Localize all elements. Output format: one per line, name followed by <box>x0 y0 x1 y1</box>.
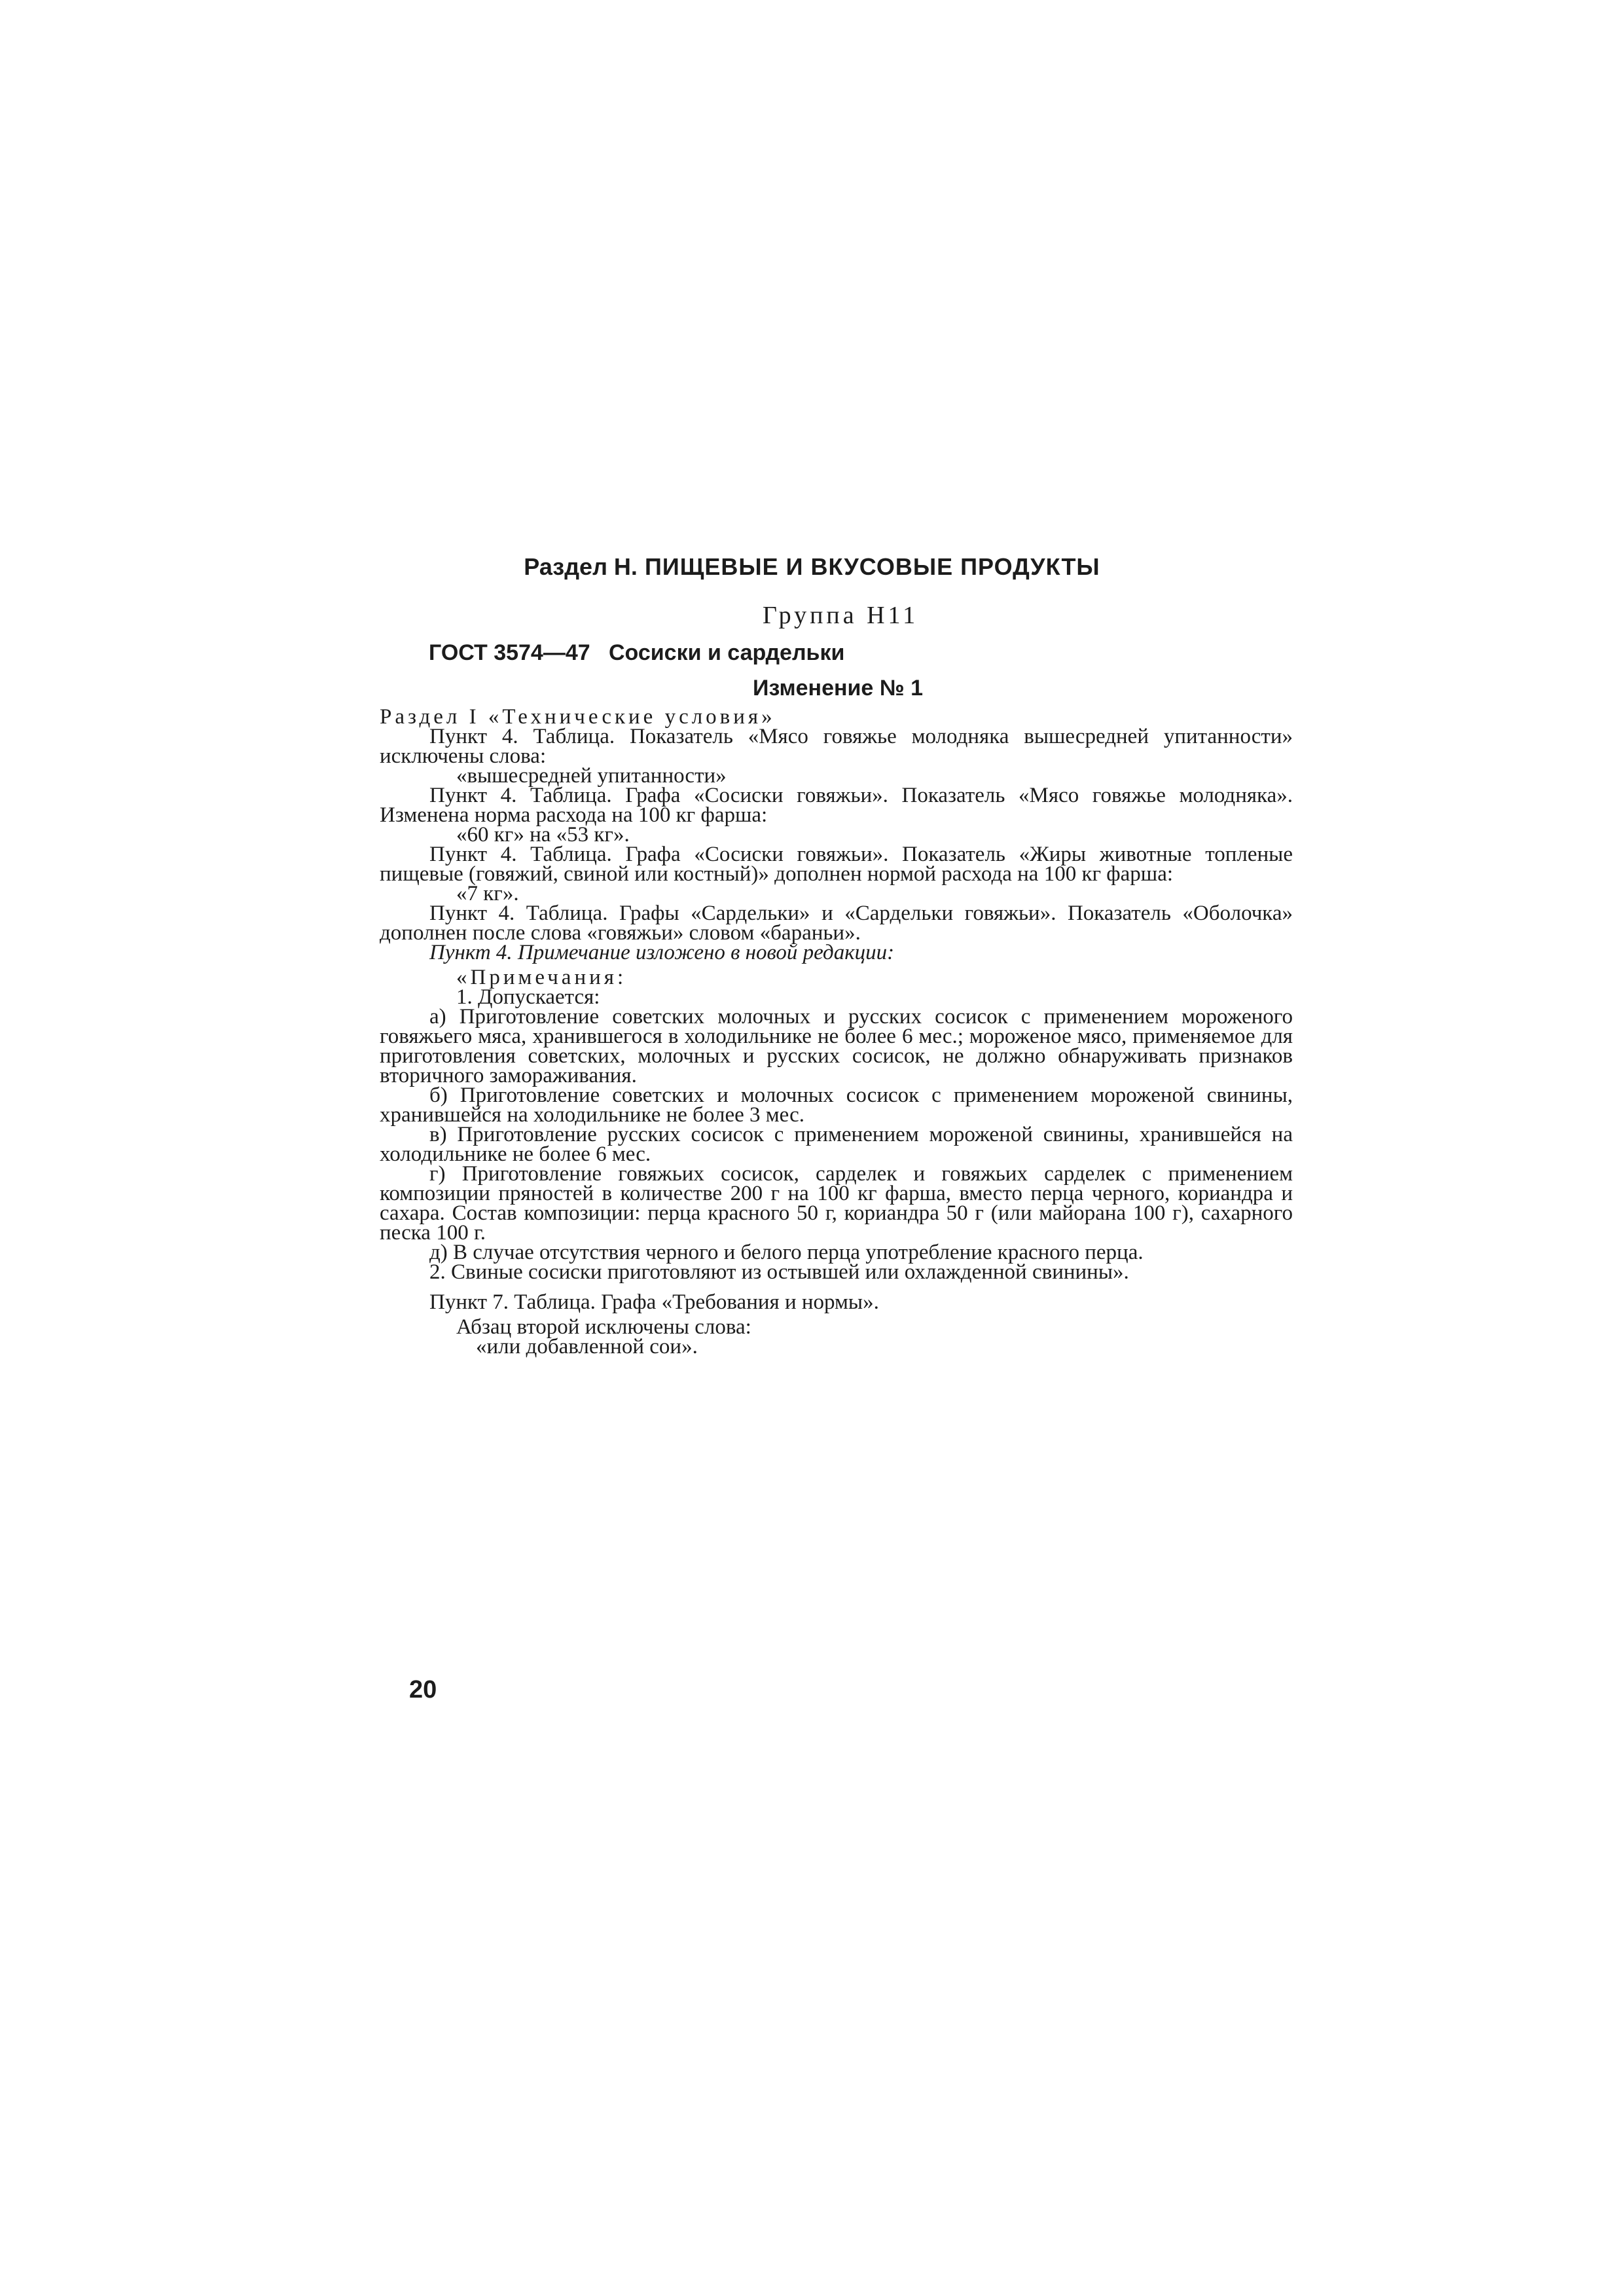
paragraph: Пункт 4. Примечание изложено в новой редакции: <box>429 941 895 964</box>
quoted-text: «вышесредней упитанности» <box>456 764 727 788</box>
quoted-text: «7 кг». <box>456 882 519 905</box>
quoted-text: «60 кг» на «53 кг». <box>456 823 630 847</box>
section-heading <box>0 553 1624 581</box>
note-item: б) Приготовление советских и молочных сосисок с применением мороженой свинины, хранившейся на холодильнике не более 3 мес. <box>380 1084 1293 1127</box>
paragraph: Пункт 4. Таблица. Показатель «Мясо говяжье молодняка вышесредней упитанности» исключены слова: <box>380 725 1293 768</box>
note-item: а) Приготовление советских молочных и русских сосисок с применением мороженого говяжьего мяса, хранившегося в холодильнике не более 6 мес.; мороженое мясо, применяемое для приготовления советских, молочных и русских сосисок, не должно обнаруживать признаков вторичного замораживания. <box>380 1005 1293 1087</box>
section-reference: Раздел I «Технические условия» <box>380 705 776 729</box>
paragraph: Пункт 4. Таблица. Графа «Сосиски говяжьи». Показатель «Жиры животные топленые пищевые (говяжий, свиной или костный)» дополнен нормой расхода на 100 кг фарша: <box>380 843 1293 886</box>
paragraph: Пункт 7. Таблица. Графа «Требования и нормы». <box>429 1290 879 1314</box>
note-item: 1. Допускается: <box>456 985 600 1009</box>
standard-code: ГОСТ 3574—47 <box>429 640 590 665</box>
document-body <box>380 707 1293 1357</box>
note-item: 2. Свиные сосиски приготовляют из остывшей или охлажденной свинины». <box>429 1260 1129 1284</box>
paragraph: Пункт 4. Таблица. Графа «Сосиски говяжьи». Показатель «Мясо говяжье молодняка». Изменена норма расхода на 100 кг фарша: <box>380 784 1293 827</box>
amendment-title: Изменение № 1 <box>753 676 924 701</box>
standard-title: Сосиски и сардельки <box>609 640 845 665</box>
page-number: 20 <box>409 1676 437 1704</box>
section-heading-prefix: Раздел Н. <box>524 553 638 580</box>
note-item: г) Приготовление говяжьих сосисок, сарделек и говяжьих сарделек с применением композиции пряностей в количестве 200 г на 100 кг фарша, вместо перца черного, кориандра и сахара. Состав композиции: перца красного 50 г, кориандра 50 г (или майорана 100 г), сахарного песка 100 г. <box>380 1162 1293 1245</box>
paragraph: Пункт 4. Таблица. Графы «Сардельки» и «Сардельки говяжьи». Показатель «Оболочка» дополнен после слова «говяжьи» словом «бараньи». <box>380 902 1293 945</box>
notes-heading: «Примечания: <box>456 966 627 989</box>
standard-title-line <box>429 640 844 666</box>
quoted-text: «или добавленной сои». <box>476 1335 698 1358</box>
paragraph: Абзац второй исключены слова: <box>456 1315 751 1339</box>
note-item: д) В случае отсутствия черного и белого перца употребление красного перца. <box>429 1241 1144 1264</box>
group-label: Группа Н11 <box>763 602 919 629</box>
note-item: в) Приготовление русских сосисок с применением мороженой свинины, хранившейся на холодильнике не более 6 мес. <box>380 1123 1293 1166</box>
section-heading-title: ПИЩЕВЫЕ И ВКУСОВЫЕ ПРОДУКТЫ <box>644 553 1100 580</box>
